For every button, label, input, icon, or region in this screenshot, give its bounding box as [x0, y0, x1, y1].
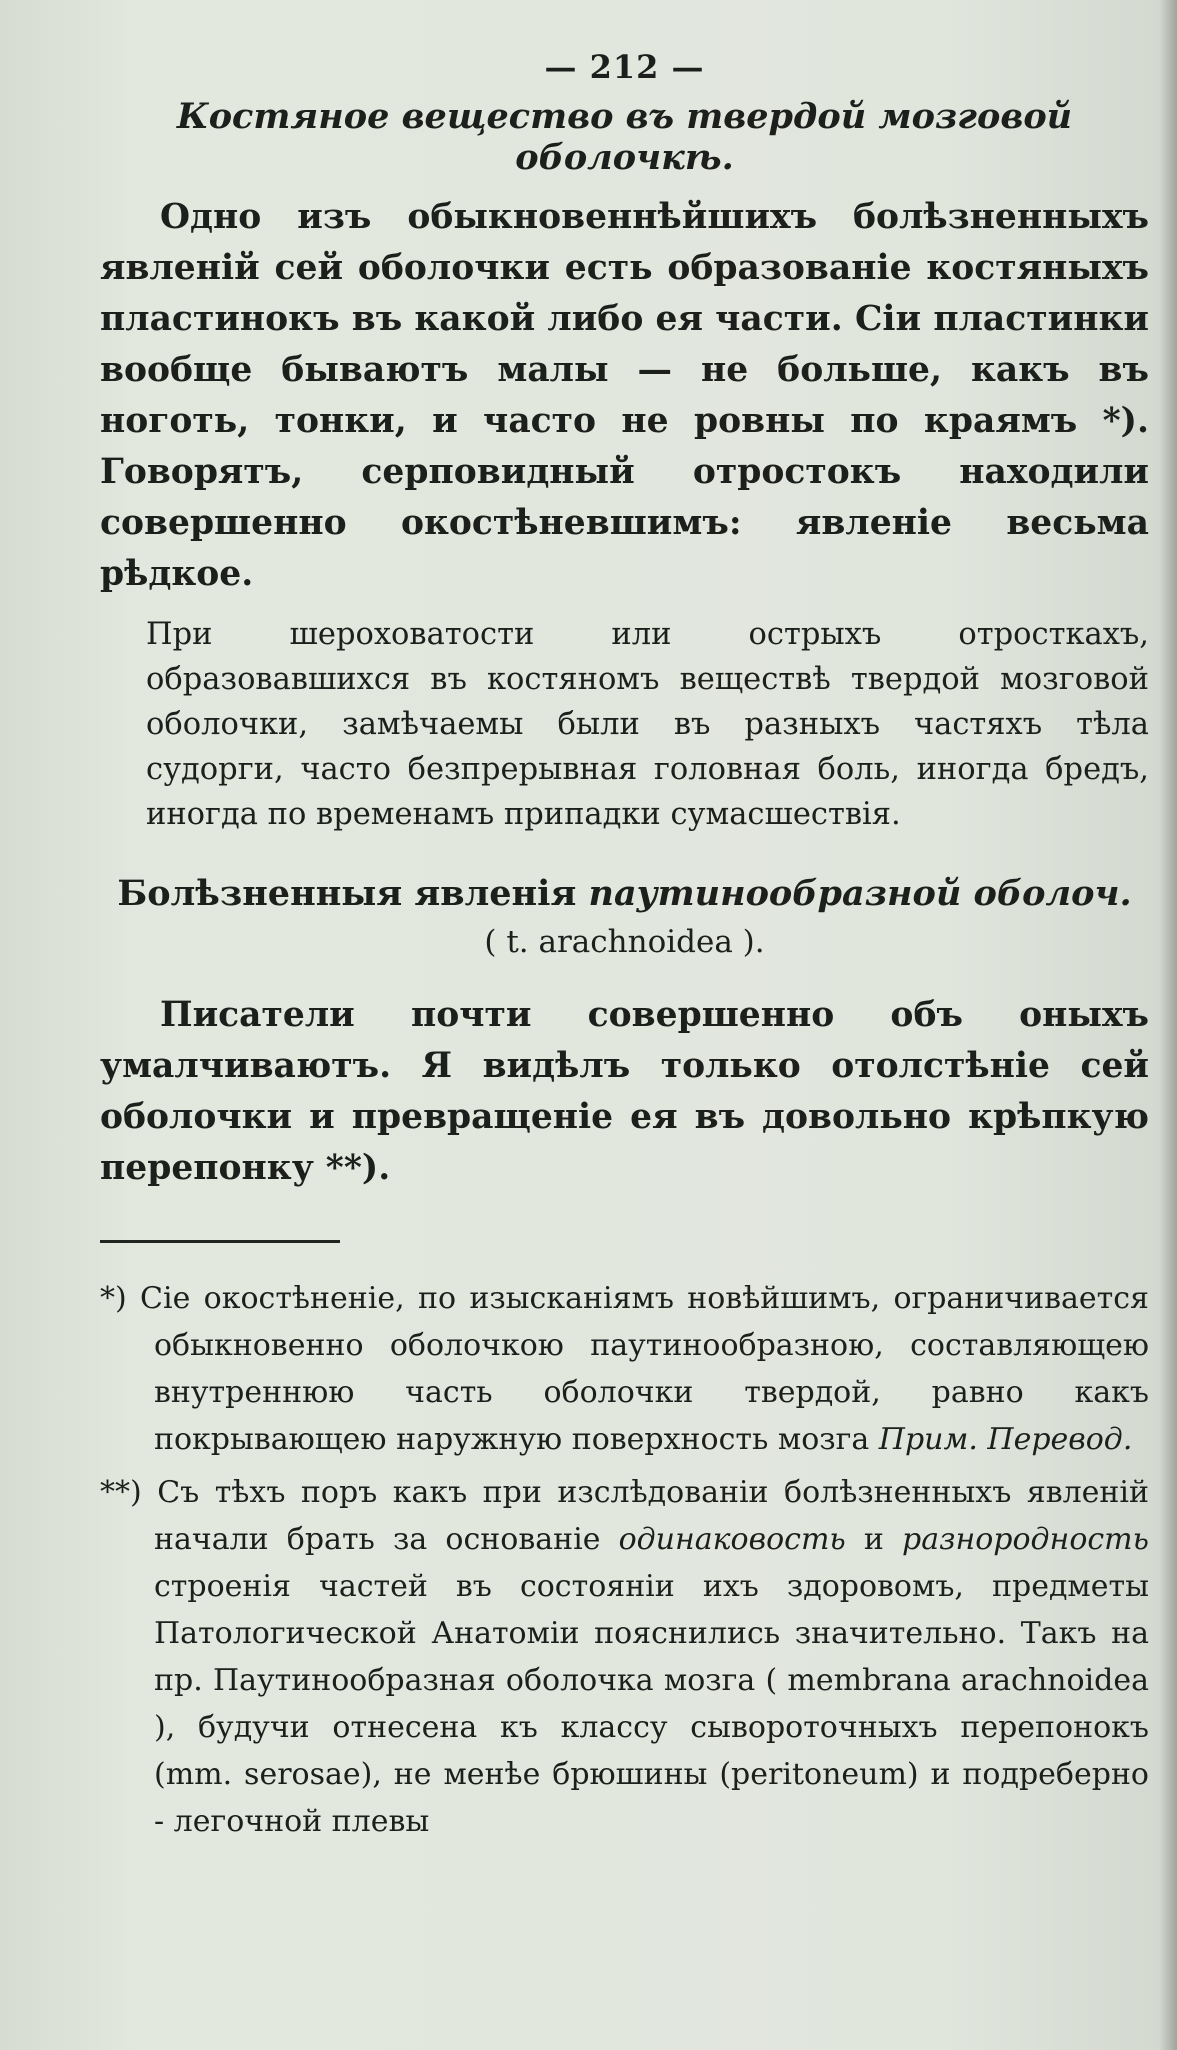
- footnote-1-note: Прим. Перевод.: [878, 1422, 1133, 1457]
- footnote-divider: [100, 1240, 340, 1243]
- footnote-1: [100, 1275, 1149, 1463]
- section-subtitle-arachnoid: ( t. arachnoidea ).: [484, 924, 765, 960]
- paragraph-bone-1: Одно изъ обыкновеннѣйшихъ болѣзненныхъ явленiй сей оболочки есть образованiе костяныхъ пластинокъ въ какой либо ея части. Сiи пластинки вообще бываютъ малы — не больше, какъ въ ноготь, тонки, и часто не ровны по краямъ *). Говорятъ, серповидный отростокъ находили совершенно окостѣневшимъ: явленiе весьма рѣдкое.: [100, 197, 1149, 594]
- page-edge-shadow: [1159, 0, 1177, 2050]
- heading-arachnoid-italic: паутинообразной оболоч.: [588, 873, 1132, 914]
- footnote-1-text: *) Сiе окостѣненiе, по изысканiямъ новѣйшимъ, ограничивается обыкновенно оболочкою паутинообразною, составляющею внутреннюю часть оболочки твердой, равно какъ покрывающею наружную поверхность мозга: [100, 1281, 1149, 1457]
- heading-arachnoid-prefix: Болѣзненныя явленiя: [117, 873, 577, 914]
- footnote-2-part-b: и: [863, 1522, 884, 1557]
- section-heading-arachnoid: [100, 873, 1149, 914]
- paragraph-bone-2: При шероховатости или острыхъ отросткахъ, образовавшихся въ костяномъ веществѣ твердой мозговой оболочки, замѣчаемы были въ разныхъ частяхъ тѣла судорги, часто безпрерывная головная боль, иногда бредъ, иногда по временамъ припадки сумасшествiя.: [146, 617, 1149, 832]
- footnote-2-italic-1: одинаковость: [618, 1522, 846, 1557]
- section-heading-bone: Костяное вещество въ твердой мозговой оболочкѣ.: [176, 96, 1073, 178]
- paragraph-arachnoid: Писатели почти совершенно объ оныхъ умалчиваютъ. Я видѣлъ только отолстѣнiе сей оболочки и превращенiе ея въ довольно крѣпкую перепонку **).: [100, 995, 1149, 1188]
- footnote-2-part-c: строенiя частей въ состоянiи ихъ здоровомъ, предметы Патологической Анатомiи пояснились значительно. Такъ на пр. Паутинообразная оболочка мозга ( membrana arachnoidea ), будучи отнесена къ классу сывороточныхъ перепонокъ (mm. serosae), не менѣе брюшины (peritoneum) и подреберно - легочной плевы: [154, 1569, 1149, 1839]
- page-number: — 212 —: [544, 48, 705, 86]
- footnote-2: [100, 1469, 1149, 1845]
- footnote-2-italic-2: разнородность: [902, 1522, 1149, 1557]
- footnote-2-part-a: **) Съ тѣхъ поръ какъ при изслѣдованiи болѣзненныхъ явленiй начали брать за основанiе: [100, 1475, 1149, 1557]
